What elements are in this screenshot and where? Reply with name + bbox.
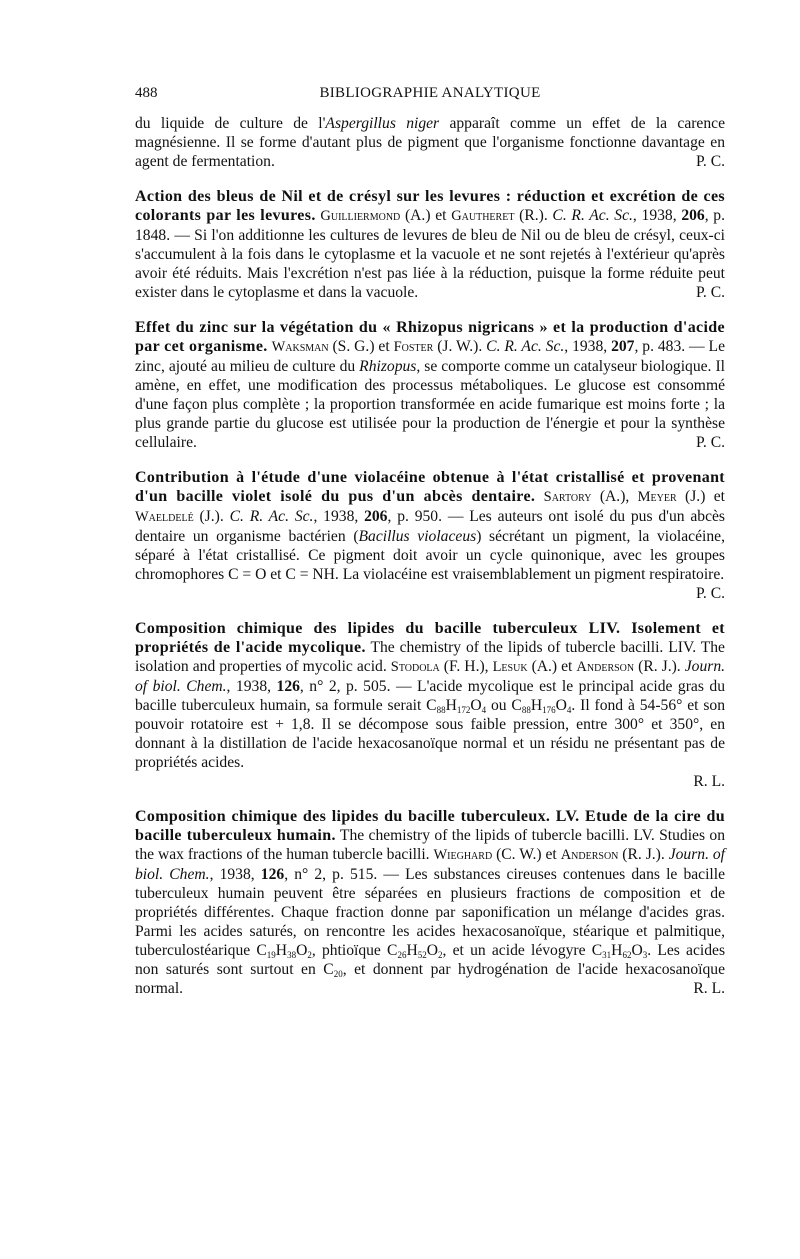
abstract-entry: Action des bleus de Nil et de crésyl sur les levures : réduction et excrétion de ces colorants par les levures. Guilliermond (A.) et Gautheret (R.). C. R. Ac. Sc., 1938, 206, p. 1848. — Si l'on additionne les cultures de levures de bleu de Nil ou de bleu de crésyl, ceux-ci s'accumulent à la fois dans le cytoplasme et la vacuole et ne sont rejetés à l'extérieur qu'après avoir été réduits. Mais l'excrétion n'est pas liée à la réduction, puisque la forme réduite peut exister dans le cytoplasme et dans la vacuole. P. C. [135, 188, 725, 301]
volume: 126 [260, 866, 285, 883]
author: Sartory [543, 489, 592, 505]
abstract-entry: Contribution à l'étude d'une violacéine obtenue à l'état cristallisé et provenant d'un bacille violet isolé du pus d'un abcès dentaire. Sartory (A.), Meyer (J.) et Waeldelé (J.). C. R. Ac. Sc., 1938, 206, p. 950. — Les auteurs ont isolé du pus d'un abcès dentaire un organisme bactérien (Bacillus violaceus) sécrétant un pigment, la violacéine, séparé à l'état cristallisé. Ce pigment doit avoir un cycle quinonique, avec les groupes chromophores C = O et C = NH. La violacéine est vraisemblablement un pigment respiratoire. P. C. [135, 469, 726, 602]
author: Waksman [271, 339, 329, 355]
running-title: BIBLIOGRAPHIE ANALYTIQUE [319, 85, 541, 101]
page-number: 488 [135, 85, 158, 101]
entry-title: Contribution à l'étude d'une violacéine obtenue à l'état cristallisé et provenant d'un bacille violet isolé du pus d'un abcès dentaire. [135, 469, 725, 505]
journal-name: C. R. Ac. Sc. [229, 508, 314, 525]
author: Foster [393, 339, 434, 355]
journal-name: C. R. Ac. Sc. [552, 207, 633, 224]
author: Waeldelé [135, 509, 194, 525]
abstract-body: — Les substances cireuses contenues dans le bacille tuberculeux humain peuvent être séparées en plusieurs fractions de composition et de propriétés différentes. Chaque fraction donne par saponification un mélange d'acides gras. Parmi les acides saturés, on rencontre les acides hexacosanoïque, stéarique et palmitique, tuberculostéarique C [135, 866, 725, 959]
running-head [135, 84, 725, 104]
author: Anderson [576, 659, 635, 675]
journal-name: Journ. of biol. Chem. [135, 658, 726, 695]
abstract-body: — L'acide mycolique est le principal acide gras du bacille tuberculeux humain, sa formule serait C [135, 678, 725, 714]
signature: R. L. [693, 773, 725, 790]
author: Gautheret [451, 208, 515, 224]
abstract-body: — Si l'on additionne les cultures de levures de bleu de Nil ou de bleu de crésyl, ceux-ci s'accumulent à la fois dans le cytoplasme et la vacuole et ne sont rejetés à l'extérieur qu'après avoir été réduits. Mais l'excrétion n'est pas liée à la réduction, puisque la forme réduite peut exister dans le cytoplasme et dans la vacuole. [135, 227, 725, 301]
signature: P. C. [695, 585, 725, 602]
entry-title: Action des bleus de Nil et de crésyl sur les levures : réduction et excrétion de ces colorants par les levures. [135, 188, 725, 224]
author: Stodola [390, 659, 440, 675]
english-title: The chemistry of the lipids of tubercle bacilli. LV. Studies on the wax fractions of the human tubercle bacilli. [135, 827, 725, 863]
author: Lesuk [492, 659, 528, 675]
volume: 206 [364, 508, 388, 525]
journal-name: C. R. Ac. Sc. [486, 338, 565, 355]
entry-title: Composition chimique des lipides du bacille tuberculeux LIV. Isolement et propriétés de l'acide mycolique. [135, 620, 725, 656]
author: Meyer [637, 489, 677, 505]
abstract-entry: Composition chimique des lipides du bacille tuberculeux. LV. Etude de la cire du bacille tuberculeux humain. The chemistry of the lipids of tubercle bacilli. LV. Studies on the wax fractions of the human tubercle bacilli. Wieghard (C. W.) et Anderson (R. J.). Journ. of biol. Chem., 1938, 126, n° 2, p. 515. — Les substances cireuses contenues dans le bacille tuberculeux humain peuvent être séparées en plusieurs fractions de composition et de propriétés différentes. Chaque fraction donne par saponification un mélange d'acides gras. Parmi les acides saturés, on rencontre les acides hexacosanoïque, stéarique et palmitique, tuberculostéarique $C_{19}H_{38}O_2$, phtioïque $C_{26}H_{52}O_2$, et un acide lévogyre $C_{31}H_{62}O_3$. Les acides non saturés sont surtout en $C_{20}$, et donnent par hydrogénation de l'acide hexacosanoïque normal. R. L. [135, 808, 726, 997]
entry-title: Composition chimique des lipides du bacille tuberculeux. LV. Etude de la cire du bacille tuberculeux humain. [135, 808, 725, 844]
signature: R. L. [693, 980, 725, 997]
abstract-entry: Composition chimique des lipides du bacille tuberculeux LIV. Isolement et propriétés de l'acide mycolique. The chemistry of the lipids of tubercle bacilli. LIV. The isolation and properties of mycolic acid. Stodola (F. H.), Lesuk (A.) et Anderson (R. J.). Journ. of biol. Chem., 1938, 126, n° 2, p. 505. — L'acide mycolique est le principal acide gras du bacille tuberculeux humain, sa formule serait $C_{88}H_{172}O_4$ ou $C_{88}H_{176}O_4$. Il fond à 54-56° et son pouvoir rotatoire est + 1,8. Il se décompose sous faible pression, entre 300° et 350°, en donnant à la distillation de l'acide hexacosanoïque normal et un résidu ne présentant pas de propriétés acides. R. L. [135, 620, 726, 790]
entry-title: Effet du zinc sur la végétation du « Rhizopus nigricans » et la production d'acide par cet organisme. [135, 319, 725, 355]
author: Wieghard [433, 847, 493, 863]
author: Anderson [560, 847, 619, 863]
volume: 126 [276, 678, 300, 695]
signature: P. C. [695, 434, 725, 451]
volume: 206 [681, 207, 705, 224]
abstract-entry: Effet du zinc sur la végétation du « Rhizopus nigricans » et la production d'acide par cet organisme. Waksman (S. G.) et Foster (J. W.). C. R. Ac. Sc., 1938, 207, p. 483. — Le zinc, ajouté au milieu de culture du Rhizopus, se comporte comme un catalyseur biologique. Il amène, en effet, une modification des processus métaboliques. Le glucose est consommé d'une façon plus complète ; la proportion transformée en acide fumarique est moins forte ; la plus grande partie du glucose est utilisée pour la production de l'énergie et pour la synthèse cellulaire. P. C. [135, 319, 725, 451]
signature: P. C. [695, 284, 725, 301]
journal-name: Journ. of biol. Chem. [135, 846, 726, 883]
author: Guilliermond [320, 208, 401, 224]
english-title: The chemistry of the lipids of tubercle bacilli. LIV. The isolation and properties of mycolic acid. [135, 639, 725, 675]
abstract-body: — Les auteurs ont isolé du pus d'un abcès dentaire un organisme bactérien ( [135, 508, 725, 545]
journal-page [135, 84, 725, 998]
signature: P. C. [695, 153, 725, 170]
carryover-paragraph: du liquide de culture de l'Aspergillus niger apparaît comme un effet de la carence magnésienne. Il se forme d'autant plus de pigment que l'organisme fonctionne davantage en agent de fermentation. P. C. [135, 115, 725, 170]
volume: 207 [611, 338, 635, 355]
abstract-body: — Le zinc, ajouté au milieu de culture du [135, 338, 725, 375]
